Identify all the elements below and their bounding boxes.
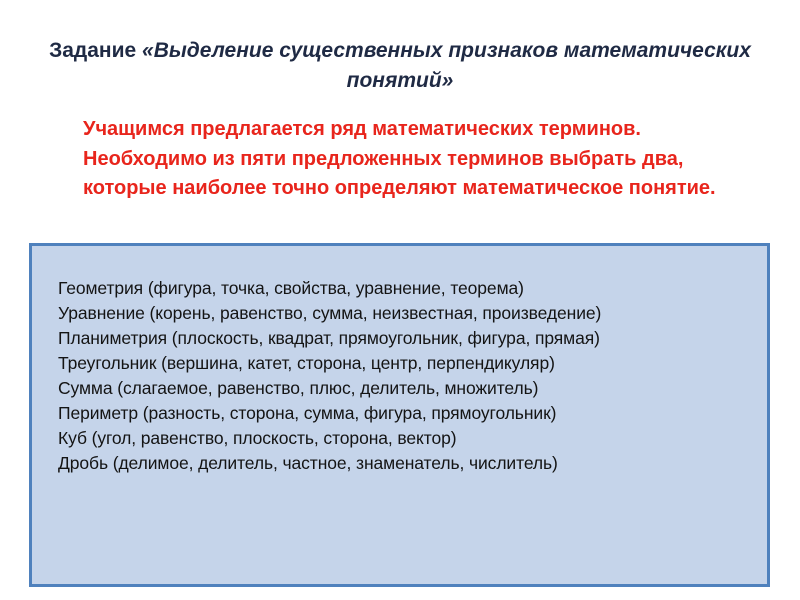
term-item: Треугольник (вершина, катет, сторона, центр, перпендикуляр) xyxy=(58,353,555,373)
term-item: Уравнение (корень, равенство, сумма, неизвестная, произведение) xyxy=(58,303,602,323)
term-item: Сумма (слагаемое, равенство, плюс, делитель, множитель) xyxy=(58,378,539,398)
term-item: Периметр (разность, сторона, сумма, фигура, прямоугольник) xyxy=(58,403,557,423)
intro-text: Учащимся предлагается ряд математических терминов. Необходимо из пяти предложенных терминов выбрать два, которые наиболее точно определяют математическое понятие. xyxy=(83,118,716,199)
term-item: Дробь (делимое, делитель, частное, знаменатель, числитель) xyxy=(58,453,558,473)
terms-box xyxy=(29,243,770,587)
title-prefix: Задание xyxy=(49,39,143,62)
terms-list xyxy=(32,246,767,476)
title-quote: «Выделение существенных признаков математических понятий» xyxy=(142,39,751,92)
term-item: Геометрия (фигура, точка, свойства, уравнение, теорема) xyxy=(58,278,524,298)
term-item: Куб (угол, равенство, плоскость, сторона, вектор) xyxy=(58,428,457,448)
slide-title xyxy=(40,36,760,96)
term-item: Планиметрия (плоскость, квадрат, прямоугольник, фигура, прямая) xyxy=(58,328,600,348)
